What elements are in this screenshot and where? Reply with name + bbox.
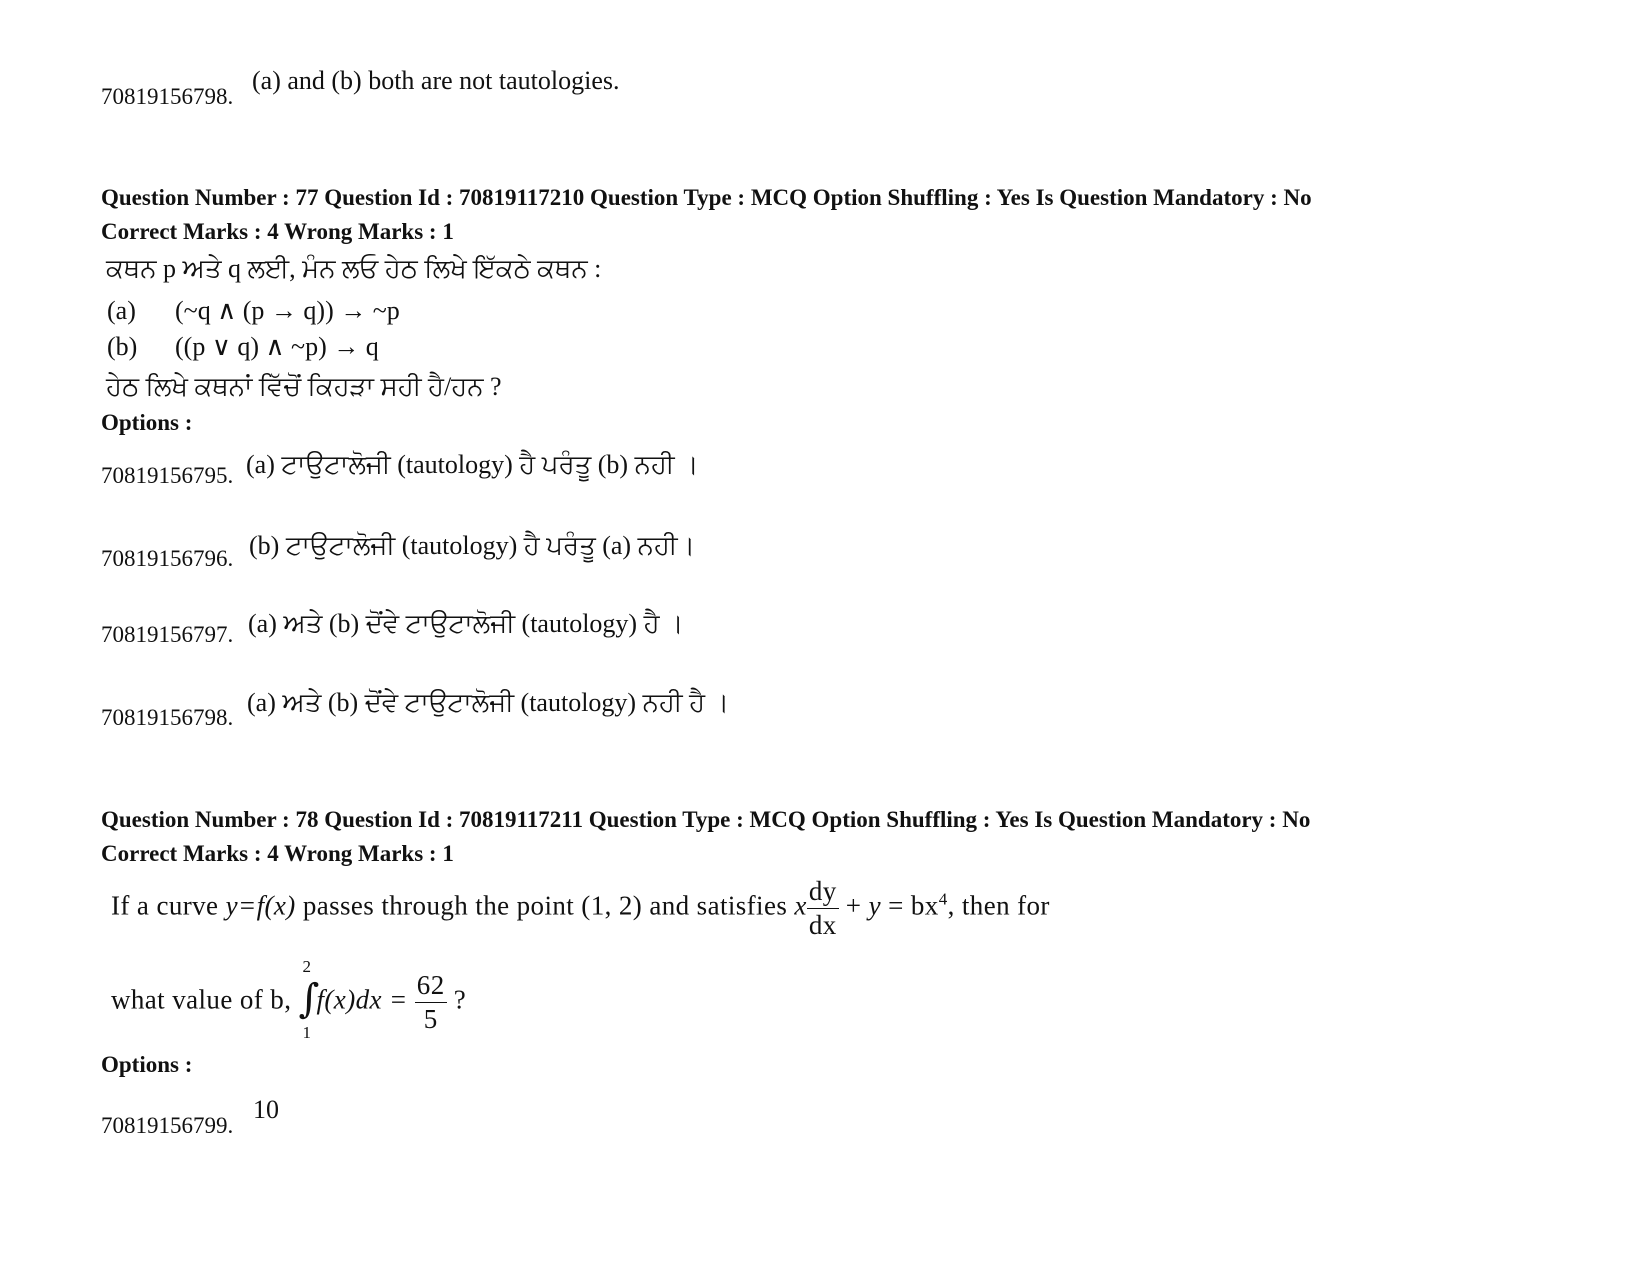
stem-text: passes through the point (1, 2) and satisfies [302, 890, 788, 921]
option-id: 70819156796. [101, 546, 234, 571]
math-operator: + [845, 890, 862, 921]
fraction-numerator: dy [807, 878, 839, 909]
question-meta: Question Number : 78 Question Id : 70819117211 Question Type : MCQ Option Shuffling : Yes Is Question Mandatory : No [101, 807, 1311, 832]
fraction-denominator: 5 [423, 1004, 438, 1034]
math-var: x [794, 890, 807, 921]
integral-icon: ∫ [298, 975, 320, 1022]
option-id: 70819156798. [101, 84, 234, 109]
stem-text: what value of b, [111, 984, 292, 1015]
question-78-header [101, 803, 1310, 871]
option-text: (a) ਅਤੇ (b) ਦੋਂਵੇ ਟਾਉਟਾਲੋਜੀ (tautology) ਨਹੀ ਹੈ । [247, 688, 730, 717]
rhs-fraction [415, 972, 447, 1033]
option-id: 70819156798. [101, 705, 234, 730]
question-stem-line-2 [111, 956, 467, 1042]
derivative-fraction [807, 878, 839, 939]
stem-text: , then for [947, 890, 1050, 921]
question-marks: Correct Marks : 4 Wrong Marks : 1 [101, 219, 454, 244]
option-text: (a) and (b) both are not tautologies. [252, 66, 620, 95]
fraction-denominator: dx [808, 910, 837, 940]
statement-expr: (~q ∧ (p → q)) → ~p [175, 296, 400, 325]
question-77-header [101, 181, 1312, 249]
statement-a [107, 296, 400, 326]
options-label: Options : [101, 1052, 193, 1077]
fraction-numerator: 62 [415, 972, 447, 1003]
stem-text: If a curve [111, 890, 219, 921]
integral-body: f(x)dx = [316, 984, 408, 1015]
option-id: 70819156799. [101, 1113, 234, 1138]
question-meta: Question Number : 77 Question Id : 70819117210 Question Type : MCQ Option Shuffling : Yes Is Question Mandatory : No [101, 185, 1312, 210]
option-id: 70819156795. [101, 463, 234, 488]
statement-expr: ((p ∨ q) ∧ ~p) → q [175, 332, 379, 361]
question-mark: ? [453, 984, 467, 1015]
option-id: 70819156797. [101, 622, 234, 647]
question-text: ਹੇਠ ਲਿਖੇ ਕਥਨਾਂ ਵਿੱਚੋਂ ਕਿਹੜਾ ਸਹੀ ਹੈ/ਹਨ ? [106, 372, 502, 401]
math-var: y [868, 890, 881, 921]
option-text: (a) ਅਤੇ (b) ਦੋਂਵੇ ਟਾਉਟਾਲੋਜੀ (tautology) ਹੈ । [248, 609, 684, 638]
statement-label: (a) [107, 296, 136, 325]
statement-label: (b) [107, 332, 138, 361]
question-marks: Correct Marks : 4 Wrong Marks : 1 [101, 841, 454, 866]
curve-expr: y=f(x) [225, 890, 296, 921]
option-text: 10 [253, 1095, 279, 1124]
exponent: 4 [938, 889, 948, 909]
question-stem-line-1 [111, 878, 1050, 939]
option-text: (a) ਟਾਉਟਾਲੋਜੀ (tautology) ਹੈ ਪਰੰਤੂ (b) ਨਹੀ । [246, 450, 699, 479]
math-expr: = bx [888, 890, 939, 921]
option-text: (b) ਟਾਉਟਾਲੋਜੀ (tautology) ਹੈ ਪਰੰਤੂ (a) ਨਹੀ। [249, 531, 696, 560]
statement-b [107, 332, 379, 362]
integral-upper-limit: 2 [302, 956, 312, 976]
integral-lower-limit: 1 [302, 1022, 312, 1042]
options-label: Options : [101, 410, 193, 435]
integral-sign [298, 956, 320, 1042]
question-intro: ਕਥਨ p ਅਤੇ q ਲਈ, ਮੰਨ ਲਓ ਹੇਠ ਲਿਖੇ ਇੱਕਠੇ ਕਥਨ : [106, 254, 602, 283]
